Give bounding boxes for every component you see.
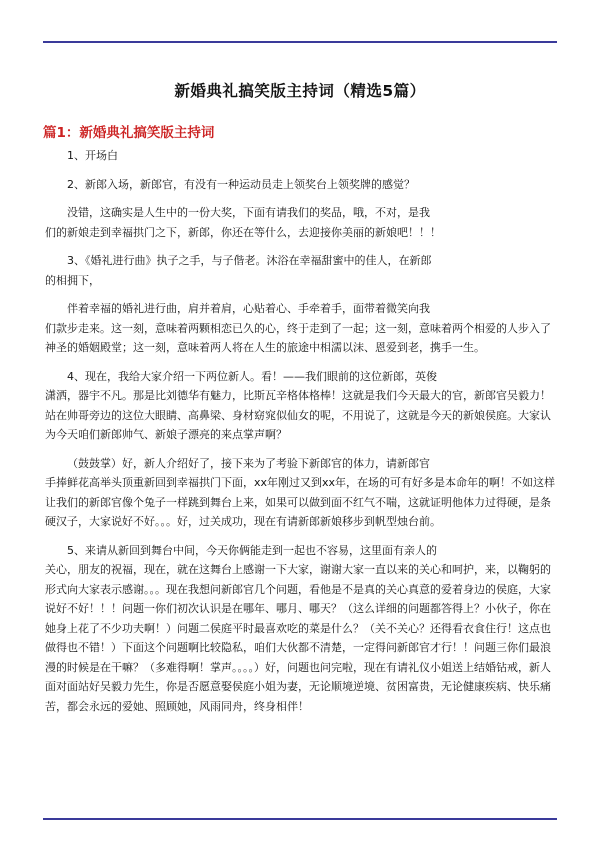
paragraph-bride-welcome: 没错，这确实是人生中的一份大奖，下面有请我们的奖品，哦，不对，是我 们的新娘走到幸福拱门之下，新郎，你还在等什么，去迎接你美丽的新娘吧！！！	[45, 206, 441, 239]
document-title: 新婚典礼搞笑版主持词（精选5篇）	[174, 82, 426, 100]
paragraph-wedding-march: 3、《婚礼进行曲》执子之手，与子偕老。沐浴在幸福甜蜜中的佳人，在新郎 的相拥下，	[45, 254, 432, 287]
document-body	[45, 146, 559, 725]
paragraph-walk-in: 伴着幸福的婚礼进行曲，肩并着肩，心贴着心、手牵着手，面带着微笑向我 们款步走来。这一刻，意味着两颗相恋已久的心，终于走到了一起；这一刻，意味着两个相爱的人步入了神圣的婚姻殿堂；这一刻，意味着两人将在人生的旅途中相濡以沫、恩爱到老，携手一生。	[45, 302, 551, 354]
top-divider	[43, 41, 557, 43]
bottom-divider	[43, 818, 557, 820]
paragraph-opening: 1、开场白	[67, 149, 118, 162]
paragraph-groom-challenge: （鼓鼓掌）好，新人介绍好了，接下来为了考验下新郎官的体力，请新郎官 手捧鲜花高举头顶重新回到幸福拱门下面，xx年刚过又到xx年，在场的可有好多是本命年的啊！不如这样让我们的新郎官像个兔子一样跳到舞台上来，如果可以做到面不红气不喘，这就证明他体力过得硬，是条硬汉子，大家说好不好。。。好，过关成功，现在有请新郎新娘移步到帆型烛台前。	[45, 456, 556, 528]
paragraph-introductions: 4、现在，我给大家介绍一下两位新人。看！——我们眼前的这位新郎，英俊 潇洒，器宇不凡。那是比刘德华有魅力，比斯瓦辛格体格棒！这就是我们今天最大的官，新郎官吴毅力！站在帅哥旁边的这位大眼睛、高鼻梁、身材窈窕似仙女的呢，不用说了，这就是今天的新娘侯庭。大家认为今天咱们新郎帅气、新娘子漂亮的来点掌声啊？	[45, 369, 551, 441]
paragraph-groom-entrance: 2、新郎入场，新郎官，有没有一种运动员走上领奖台上领奖牌的感觉？	[67, 177, 415, 191]
section-heading: 篇1：新婚典礼搞笑版主持词	[43, 125, 215, 141]
paragraph-questions-vows: 5、来请从新回到舞台中间，今天你俩能走到一起也不容易，这里面有亲人的 关心，朋友的祝福，现在，就在这舞台上感谢一下大家，谢谢大家一直以来的关心和呵护，来，以鞠躬的形式向大家表示感谢。。。现在我想问新郎官几个问题，看他是不是真的关心真意的爱着身边的侯庭，大家说好不好！！！问题一你们初次认识是在哪年、哪月、哪天？（这么详细的问题都答得上？小伙子，你在她身上花了不少功夫啊！）问题二侯庭平时最喜欢吃的菜是什么？（关不关心？还得看衣食住行！这点也做得也不错！）下面这个问题啊比较隐私，咱们大伙都不清楚，一定得问新郎官才行！！问题三你们最浪漫的时候是在干嘛？（多难得啊！掌声。。。。）好，问题也问完啦，现在有请礼仪小姐送上结婚钻戒，新人面对面站好吴毅力先生，你是否愿意娶侯庭小姐为妻，无论顺境逆境、贫困富贵，无论健康疾病、快乐痛苦，都会永远的爱她、照顾她，风雨同舟，终身相伴！	[45, 543, 551, 713]
